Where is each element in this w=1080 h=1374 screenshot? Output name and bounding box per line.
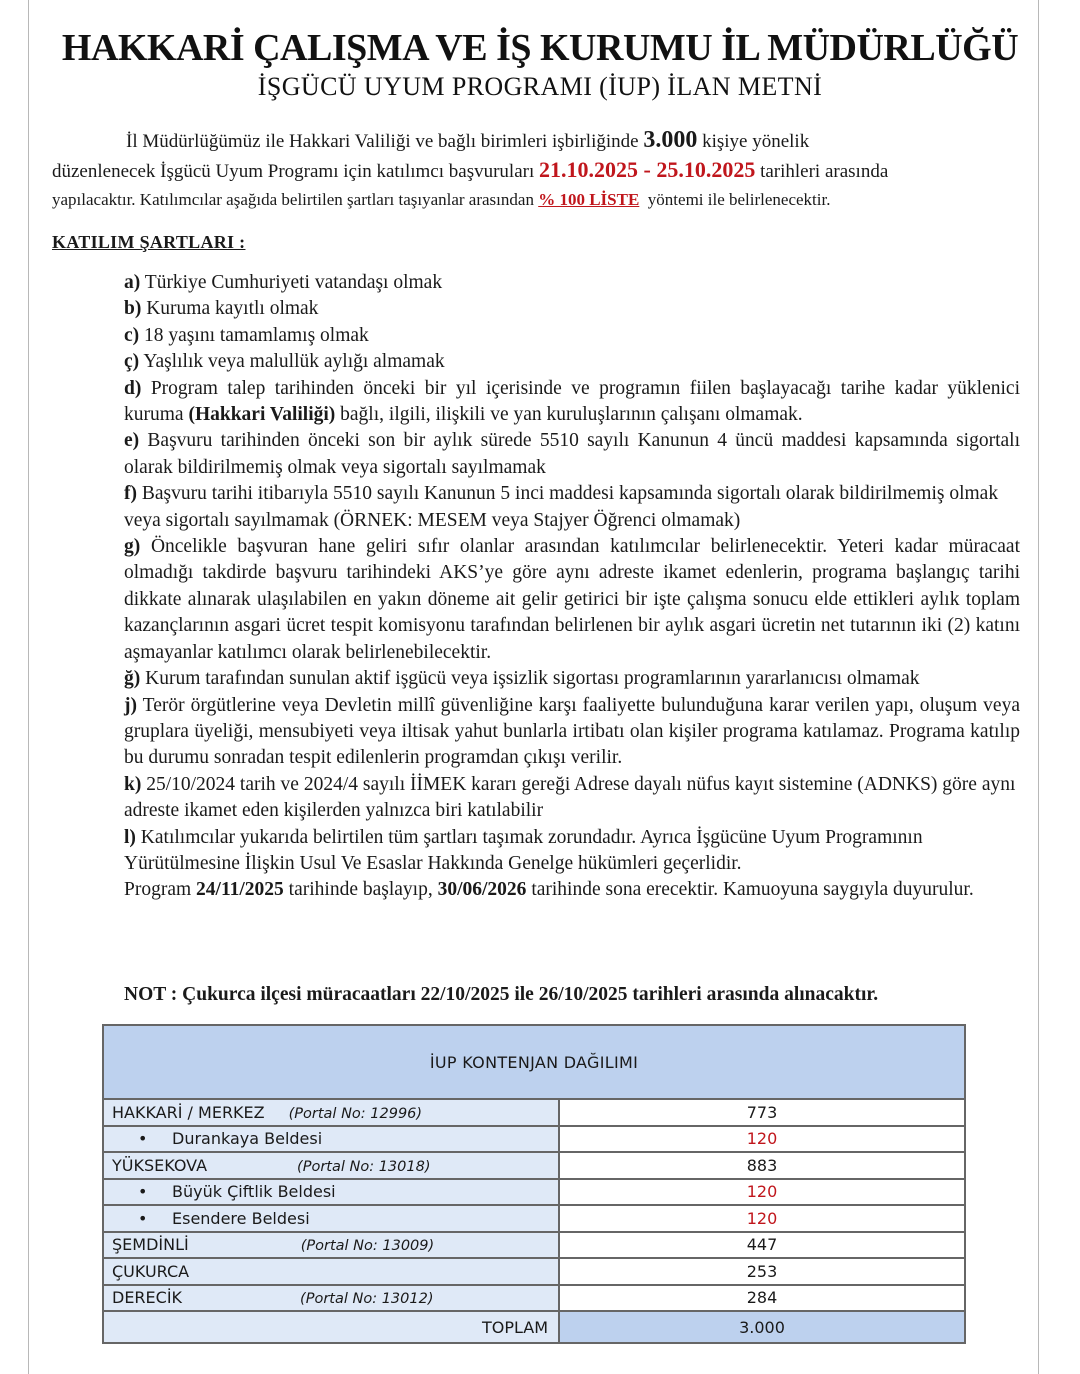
table-row [103,1258,965,1285]
condition-text: Türkiye Cumhuriyeti vatandaşı olmak [144,272,443,293]
condition-emphasis: (Hakkari Valiliği) [188,404,336,426]
condition-f [124,481,1020,534]
quota-table-title: İUP KONTENJAN DAĞILIMI [103,1025,965,1099]
intro-text: düzenlenecek İşgücü Uyum Programı için katılımcı başvuruları [52,161,535,182]
quota-value: 447 [559,1232,965,1259]
quota-table-header [103,1025,965,1099]
condition-text: Terör örgütlerine veya Devletin millî güvenliğine karşı faaliyette bulunduğuna karar verilen yapı, oluşum veya gruplara üyeliği, mensubiyeti veya iltisak yahut bunlarla irtibatı olan kişiler programa katılamaz. Programa katılıp bu durumu sonradan tespit edilenlerin programdan çıkışı verilir. [124,694,1020,769]
condition-k [124,772,1020,825]
district-cell [103,1258,559,1285]
condition-letter: f) [124,483,137,505]
intro-text: kişiye yönelik [702,131,810,152]
district-name: DERECİK [112,1288,183,1308]
quota-value: 883 [559,1152,965,1179]
condition-letter: c) [124,324,140,346]
condition-letter: ç) [124,351,140,373]
program-end-date: 30/06/2026 [437,879,527,901]
intro-line-2 [52,156,1018,186]
table-row [103,1205,965,1232]
section-heading: KATILIM ŞARTLARI : [52,232,246,252]
program-text: tarihinde sona erecektir. Kamuoyuna saygıyla duyurulur. [531,879,974,901]
condition-c [124,323,1020,349]
condition-letter: k) [124,773,142,795]
district-name: YÜKSEKOVA [112,1155,208,1175]
portal-number: (Portal No: 13009) [300,1238,435,1255]
district-cell [103,1126,559,1153]
condition-cc [124,349,1020,375]
selection-method: % 100 LİSTE [538,190,640,209]
condition-e [124,428,1020,481]
condition-text: 18 yaşını tamamlamış olmak [144,324,369,346]
program-text: Program [124,879,192,901]
table-row [103,1152,965,1179]
intro-line-3 [52,186,1018,214]
condition-text: Başvuru tarihi itibarıyla 5510 sayılı Kanunun 5 inci maddesi kapsamında sigortalı olarak bildirilmemiş olmak veya sigortalı sayılmamak (ÖRNEK: MESEM veya Stajyer Öğrenci olmamak) [124,483,999,531]
condition-letter: e) [124,430,140,452]
condition-g [124,534,1020,666]
bullet-icon: • [138,1182,148,1202]
intro-text: yöntemi ile belirlenecektir. [647,190,831,209]
condition-letter: l) [124,826,136,848]
condition-text: Başvuru tarihinden önceki son bir aylık sürede 5510 sayılı Kanunun 4 üncü maddesi kapsamında sigortalı olarak bildirilmemiş olmak veya sigortalı sayılmamak [124,430,1020,478]
district-cell [103,1179,559,1206]
bullet-icon: • [138,1208,148,1228]
condition-letter: j) [124,694,137,716]
document-title: HAKKARİ ÇALIŞMA VE İŞ KURUMU İL MÜDÜRLÜĞÜ [61,27,1019,69]
condition-letter: d) [124,377,142,399]
condition-text: Kurum tarafından sunulan aktif işgücü veya işsizlik sigortası programlarının yararlanıcısı olmamak [145,668,920,690]
district-name: ŞEMDİNLİ [112,1235,189,1255]
condition-text: Program talep tarihinden önceki bir yıl içerisinde ve programın fiilen başlayacağı tarihe kadar yüklenici kuruma [124,377,1020,426]
program-dates [124,877,1020,903]
table-row [103,1232,965,1259]
condition-text: Yaşlılık veya malullük aylığı almamak [143,351,445,373]
district-cell [103,1232,559,1259]
intro-text: yapılacaktır. Katılımcılar aşağıda belirtilen şartları taşıyanlar arasından [52,190,534,209]
district-cell [103,1099,559,1126]
quota-table [102,1024,966,1344]
table-row [103,1285,965,1312]
condition-text: Öncelikle başvuran hane geliri sıfır olanlar arasından katılımcılar belirlenecektir. Yeteri kadar müracaat olmadığı takdirde başvuru tarihindeki AKS’ye göre aynı adreste ikamet edenlerin, programa başlangıç tarihi dikkate alınarak ulaşılabilen en yakın döneme ait gelir getirici bir işte çalışma sonucu elde ettikleri aylık toplam kazançlarının asgari ücret tespit komisyonu tarafından belirlenen bir aylık asgari ücretin net tutarının iki (2) katını aşmayanlar katılımcı olarak belirlenebilecektir. [124,536,1020,663]
quota-value: 120 [559,1126,965,1153]
quota-value: 253 [559,1258,965,1285]
intro-line-1 [52,126,1018,156]
condition-l [124,825,1020,878]
condition-text: Katılımcılar yukarıda belirtilen tüm şartları taşımak zorundadır. Ayrıca İşgücüne Uyum Programının Yürütülmesine İlişkin Usul Ve Esaslar Hakkında Genelge hükümleri geçerlidir. [124,826,923,874]
table-row [103,1099,965,1126]
condition-text: 25/10/2024 tarih ve 2024/4 sayılı İİMEK kararı gereği Adrese dayalı nüfus kayıt sistemine (ADNKS) göre aynı adreste ikamet eden kişilerden yalnızca biri katılabilir [124,773,1016,822]
page-border-right [1038,0,1039,1374]
condition-d [124,376,1020,429]
note: NOT : Çukurca ilçesi müracaatları 22/10/2025 ile 26/10/2025 tarihleri arasında alınacaktır. [124,984,879,1005]
quota-value: 120 [559,1205,965,1232]
quota-value: 120 [559,1179,965,1206]
condition-letter: b) [124,298,142,320]
intro-text: İl Müdürlüğümüz ile Hakkari Valiliği ve bağlı birimleri işbirliğinde [126,131,639,152]
condition-b [124,296,1020,322]
conditions-list [124,270,1020,904]
intro-paragraph [52,126,1018,214]
total-label: TOPLAM [103,1311,559,1343]
application-dates: 21.10.2025 - 25.10.2025 [539,157,756,182]
district-name: Esendere Beldesi [172,1208,310,1228]
total-value: 3.000 [559,1311,965,1343]
portal-number: (Portal No: 13018) [297,1158,431,1175]
condition-letter: a) [124,272,141,293]
quota-value: 284 [559,1285,965,1312]
portal-number: (Portal No: 12996) [288,1105,423,1122]
condition-text: Kuruma kayıtlı olmak [146,298,319,320]
district-name: Büyük Çiftlik Beldesi [172,1182,336,1202]
document-subtitle: İŞGÜCÜ UYUM PROGRAMI (İUP) İLAN METNİ [257,72,823,101]
district-cell [103,1152,559,1179]
table-row [103,1126,965,1153]
district-cell [103,1205,559,1232]
condition-text: bağlı, ilgili, ilişkili ve yan kuruluşlarının çalışanı olmamak. [340,404,803,426]
intro-text: tarihleri arasında [760,161,889,182]
district-name: Durankaya Beldesi [172,1129,323,1149]
total-row [103,1311,965,1343]
condition-a [124,270,1020,296]
district-name: HAKKARİ / MERKEZ [112,1102,265,1122]
district-cell [103,1285,559,1312]
program-start-date: 24/11/2025 [196,879,284,901]
condition-letter: g) [124,536,141,558]
quota-value: 773 [559,1099,965,1126]
condition-j [124,693,1020,772]
district-name: ÇUKURCA [112,1261,190,1281]
condition-letter: ğ) [124,668,141,690]
portal-number: (Portal No: 13012) [300,1291,434,1308]
condition-gg [124,666,1020,692]
table-row [103,1179,965,1206]
page-border-left [28,0,29,1374]
program-text: tarihinde başlayıp, [288,879,433,901]
participant-count: 3.000 [643,127,698,153]
bullet-icon: • [138,1129,148,1149]
